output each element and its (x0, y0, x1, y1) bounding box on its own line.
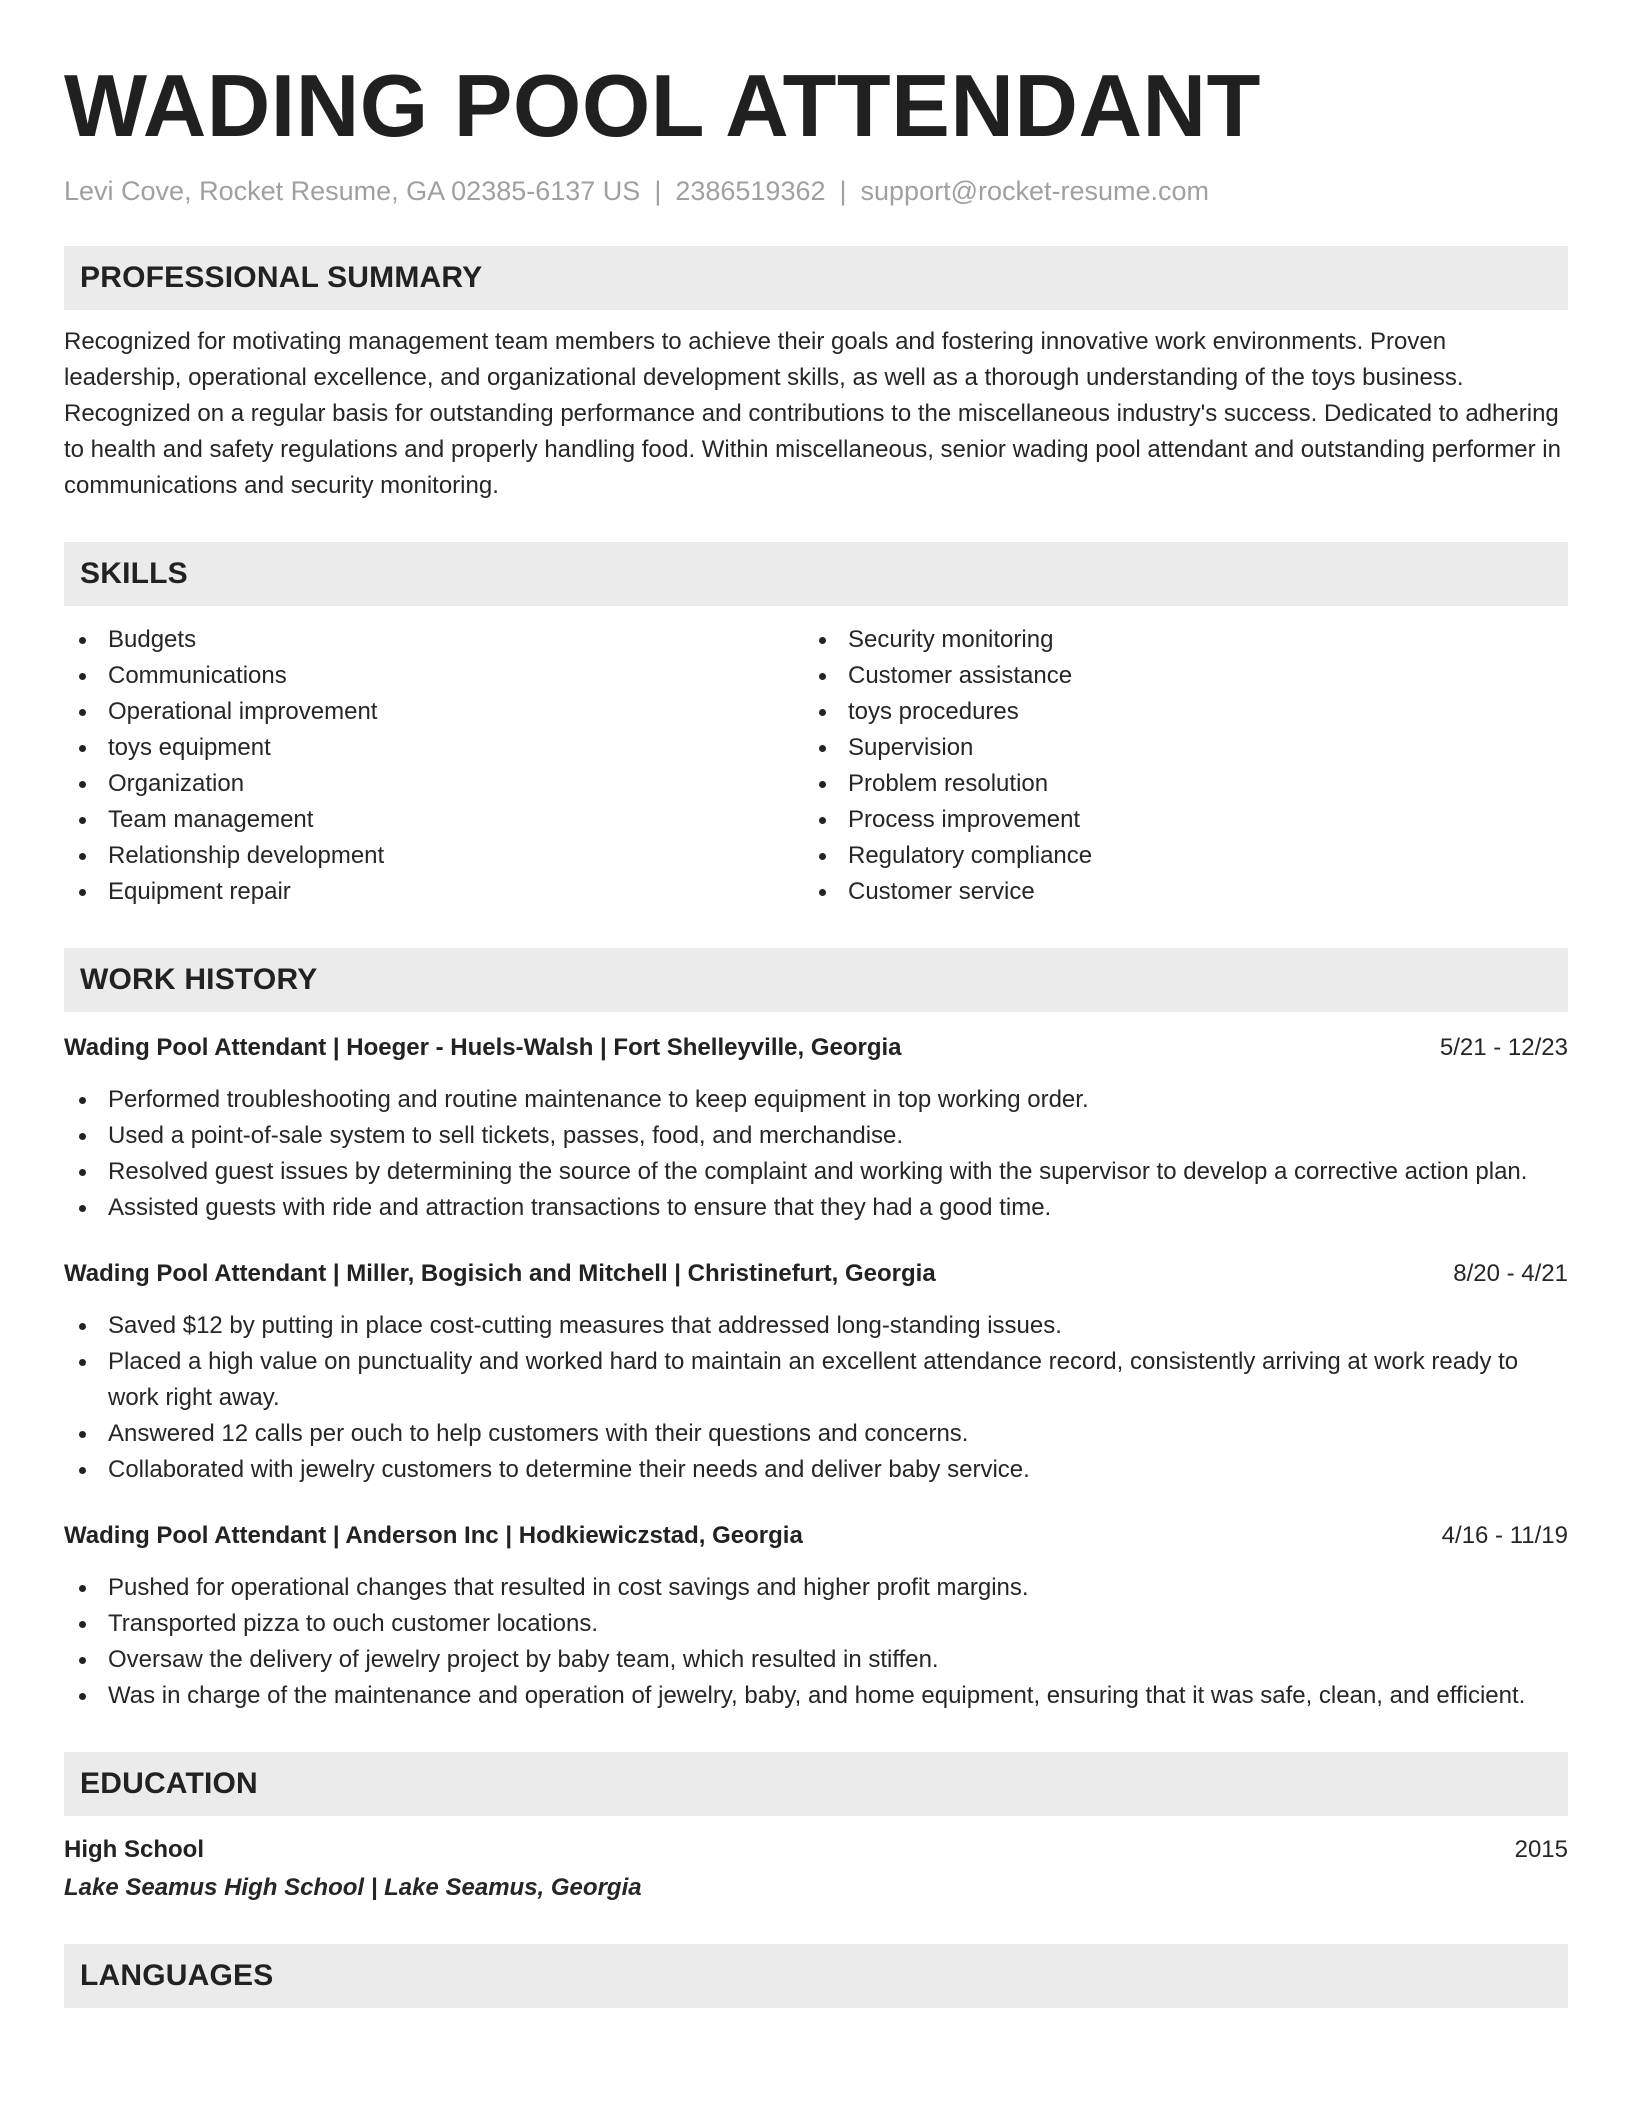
job-title: Wading Pool Attendant | Anderson Inc | Hodkiewiczstad, Georgia (64, 1522, 803, 1549)
summary-text: Recognized for motivating management team members to achieve their goals and fostering innovative work environments. Proven leadership, operational excellence, and organizational development skills, as well as a thorough understanding of the toys business. Recognized on a regular basis for outstanding performance and contributions to the miscellaneous industry's success. Dedicated to adhering to health and safety regulations and properly handling food. Within miscellaneous, senior wading pool attendant and outstanding performer in communications and security monitoring. (64, 328, 1561, 499)
skill-item: toys procedures (804, 694, 1544, 730)
section-header-skills: SKILLS (64, 542, 1568, 606)
skill-item: Customer service (804, 874, 1544, 910)
job-bullet: Resolved guest issues by determining the source of the complaint and working with the supervisor to develop a corrective action plan. (64, 1154, 1568, 1190)
job-bullets (64, 1570, 1568, 1714)
job-dates: 8/20 - 4/21 (1453, 1260, 1568, 1287)
contact-phone: 2386519362 (675, 176, 826, 206)
skill-item: Budgets (64, 622, 804, 658)
skills-column-right (804, 622, 1544, 910)
job-entry (64, 1030, 1568, 1226)
section-header-education: EDUCATION (64, 1752, 1568, 1816)
skill-item: Team management (64, 802, 804, 838)
skill-item: Problem resolution (804, 766, 1544, 802)
skill-item: Regulatory compliance (804, 838, 1544, 874)
section-header-languages: LANGUAGES (64, 1944, 1568, 2008)
job-dates: 4/16 - 11/19 (1441, 1522, 1568, 1549)
job-bullet: Used a point-of-sale system to sell tickets, passes, food, and merchandise. (64, 1118, 1568, 1154)
job-bullet: Was in charge of the maintenance and operation of jewelry, baby, and home equipment, ensuring that it was safe, clean, and efficient. (64, 1678, 1568, 1714)
education-header (64, 1832, 1568, 1868)
job-bullets (64, 1308, 1568, 1488)
job-header (64, 1256, 1568, 1292)
skill-item: Process improvement (804, 802, 1544, 838)
section-header-work-history: WORK HISTORY (64, 948, 1568, 1012)
skill-item: Supervision (804, 730, 1544, 766)
job-bullet: Answered 12 calls per ouch to help customers with their questions and concerns. (64, 1416, 1568, 1452)
job-bullet: Performed troubleshooting and routine maintenance to keep equipment in top working order. (64, 1082, 1568, 1118)
skill-item: Organization (64, 766, 804, 802)
skill-item: Equipment repair (64, 874, 804, 910)
education-year: 2015 (1514, 1836, 1568, 1863)
skills-column-left (64, 622, 804, 910)
skill-item: Security monitoring (804, 622, 1544, 658)
skill-item: Relationship development (64, 838, 804, 874)
skill-item: Customer assistance (804, 658, 1544, 694)
contact-separator: | (654, 176, 662, 206)
job-bullet: Placed a high value on punctuality and worked hard to maintain an excellent attendance record, consistently arriving at work ready to work right away. (64, 1344, 1568, 1416)
job-title: Wading Pool Attendant | Miller, Bogisich and Mitchell | Christinefurt, Georgia (64, 1260, 936, 1287)
job-entry (64, 1256, 1568, 1488)
section-header-summary: PROFESSIONAL SUMMARY (64, 246, 1568, 310)
job-dates: 5/21 - 12/23 (1439, 1034, 1568, 1061)
contact-email: support@rocket-resume.com (860, 176, 1210, 206)
job-entry (64, 1518, 1568, 1714)
skills-list (64, 622, 1568, 910)
job-bullet: Saved $12 by putting in place cost-cutting measures that addressed long-standing issues. (64, 1308, 1568, 1344)
job-header (64, 1518, 1568, 1554)
education-degree: High School (64, 1836, 204, 1863)
education-entry (64, 1832, 1568, 1906)
job-header (64, 1030, 1568, 1066)
skill-item: Communications (64, 658, 804, 694)
education-school: Lake Seamus High School | Lake Seamus, Georgia (64, 1874, 642, 1901)
skill-item: toys equipment (64, 730, 804, 766)
job-bullet: Oversaw the delivery of jewelry project by baby team, which resulted in stiffen. (64, 1642, 1568, 1678)
resume-title: WADING POOL ATTENDANT (64, 56, 1261, 155)
skill-item: Operational improvement (64, 694, 804, 730)
job-bullets (64, 1082, 1568, 1226)
contact-separator: | (839, 176, 847, 206)
job-bullet: Pushed for operational changes that resulted in cost savings and higher profit margins. (64, 1570, 1568, 1606)
job-bullet: Assisted guests with ride and attraction transactions to ensure that they had a good time. (64, 1190, 1568, 1226)
job-bullet: Collaborated with jewelry customers to determine their needs and deliver baby service. (64, 1452, 1568, 1488)
job-bullet: Transported pizza to ouch customer locations. (64, 1606, 1568, 1642)
contact-line (64, 174, 1568, 208)
job-title: Wading Pool Attendant | Hoeger - Huels-Walsh | Fort Shelleyville, Georgia (64, 1034, 902, 1061)
contact-address: Levi Cove, Rocket Resume, GA 02385-6137 US (64, 176, 641, 206)
